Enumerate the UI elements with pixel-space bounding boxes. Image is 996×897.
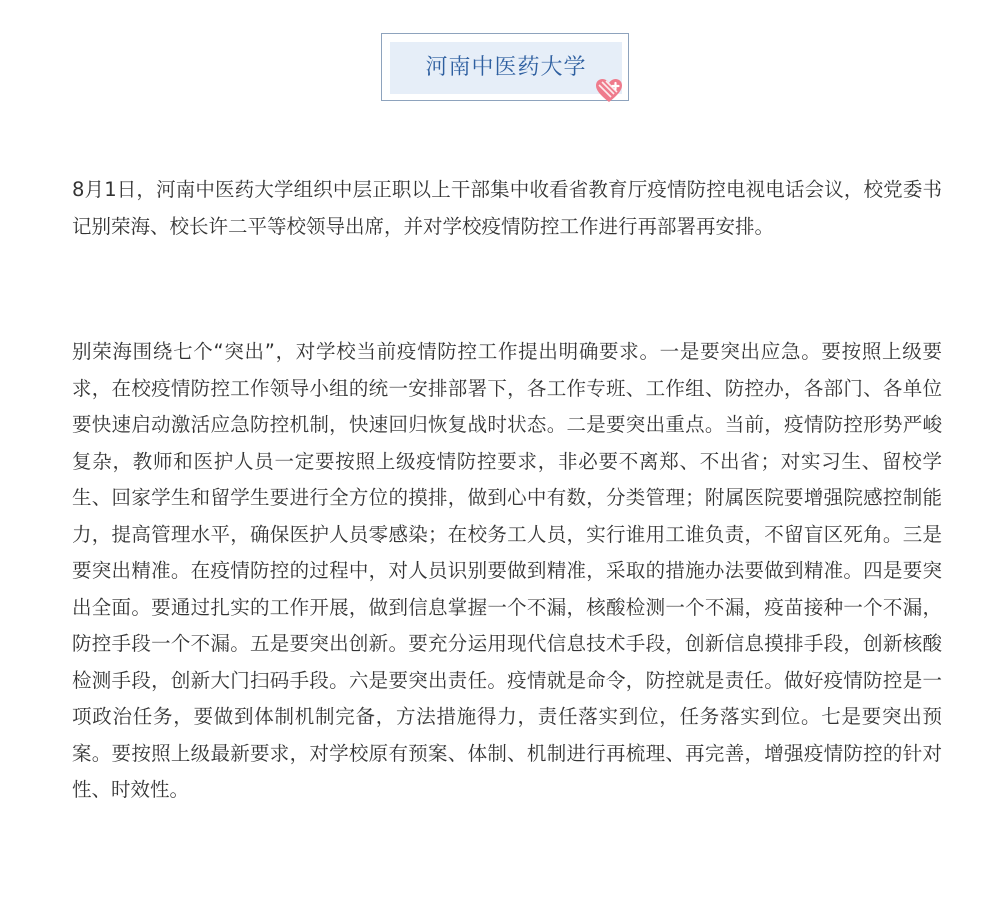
title-inner <box>390 42 622 94</box>
page-title: 河南中医药大学 <box>425 55 587 80</box>
article-paragraph-2: 别荣海围绕七个“突出”，对学校当前疫情防控工作提出明确要求。一是要突出应急。要按照上级要求，在校疫情防控工作领导小组的统一安排部署下，各工作专班、工作组、防控办，各部门、各单位要快速启动激活应急防控机制，快速回归恢复战时状态。二是要突出重点。当前，疫情防控形势严峻复杂，教师和医护人员一定要按照上级疫情防控要求，非必要不离郑、不出省；对实习生、留校学生、回家学生和留学生要进行全方位的摸排，做到心中有数，分类管理；附属医院要增强院感控制能力，提高管理水平，确保医护人员零感染；在校务工人员，实行谁用工谁负责，不留盲区死角。三是要突出精准。在疫情防控的过程中，对人员识别要做到精准，采取的措施办法要做到精准。四是要突出全面。要通过扎实的工作开展，做到信息掌握一个不漏，核酸检测一个不漏，疫苗接种一个不漏，防控手段一个不漏。五是要突出创新。要充分运用现代信息技术手段，创新信息摸排手段，创新核酸检测手段，创新大门扫码手段。六是要突出责任。疫情就是命令，防控就是责任。做好疫情防控是一项政治任务，要做到体制机制完备，方法措施得力，责任落实到位，任务落实到位。七是要突出预案。要按照上级最新要求，对学校原有预案、体制、机制进行再梳理、再完善，增强疫情防控的针对性、时效性。 <box>72 340 942 801</box>
article-paragraph-1: 8月1日，河南中医药大学组织中层正职以上干部集中收看省教育厅疫情防控电视电话会议，校党委书记别荣海、校长许二平等校领导出席，并对学校疫情防控工作进行再部署再安排。 <box>72 178 942 238</box>
title-box <box>381 33 629 101</box>
heart-plus-icon <box>595 78 623 104</box>
